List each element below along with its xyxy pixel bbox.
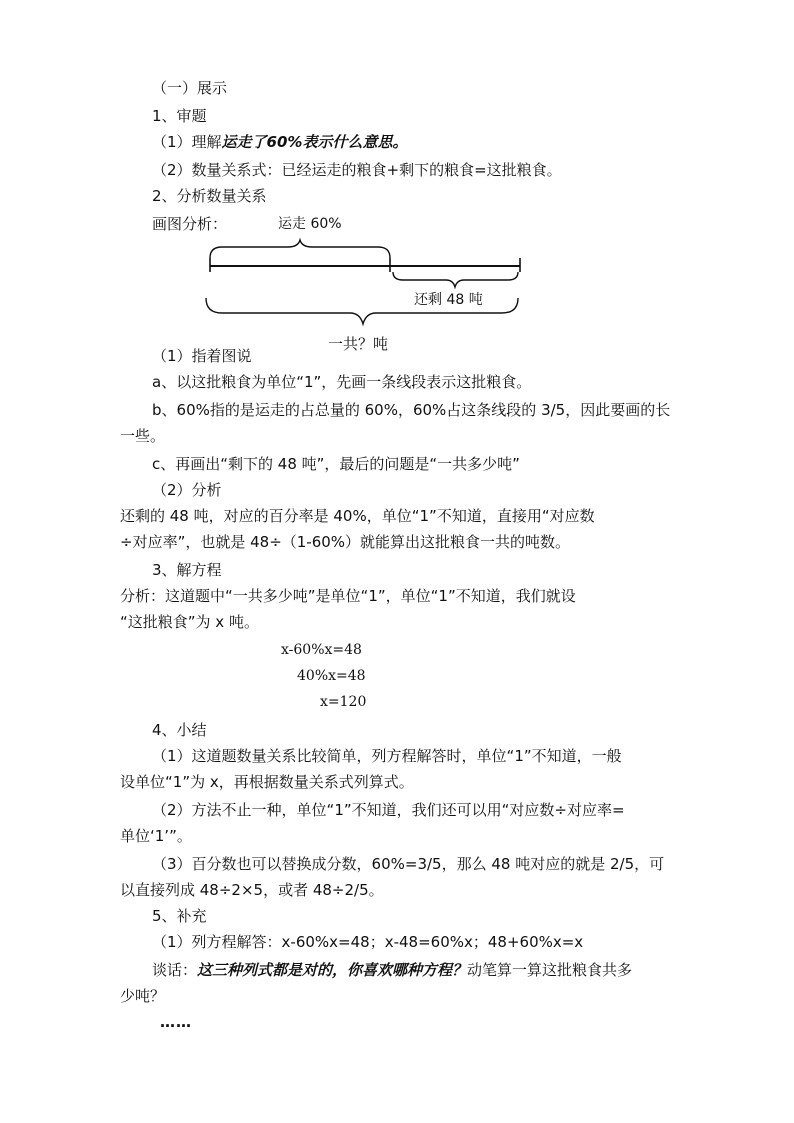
understand-prefix: （1）理解 [152, 133, 222, 151]
equation-analysis-line1: 分析：这道题中“一共多少吨”是单位“1”，单位“1”不知道，我们就设 [120, 587, 576, 605]
diagram-top-label: 运走 60% [278, 216, 342, 232]
summary-3-line2: 以直接列成 48÷2×5，或者 48÷2/5。 [120, 881, 384, 899]
section-title: （一）展示 [152, 79, 228, 97]
talk-emphasis: 这三种列式都是对的，你喜欢哪种方程？ [197, 961, 468, 979]
draw-analysis-label: 画图分析： [152, 215, 228, 233]
diagram-bottom-label: 一共？吨 [328, 335, 389, 353]
talk-prefix: 谈话： [152, 961, 198, 979]
diagram-right-label: 还剩 48 吨 [414, 292, 483, 308]
point-a: a、以这批粮食为单位“1”，先画一条线段表示这批粮食。 [152, 373, 532, 391]
equation-step-2: 40%x=48 [297, 668, 366, 684]
supplement-equations: （1）列方程解答：x-60%x=48；x-48=60%x；48+60%x=x [152, 933, 584, 951]
paragraph-relation: （2）数量关系式：已经运走的粮食+剩下的粮食=这批粮食。 [152, 161, 562, 179]
equation-step-3: x=120 [320, 694, 367, 710]
equation-step-1: x-60%x=48 [281, 642, 362, 658]
summary-1-line1: （1）这道题数量关系比较简单，列方程解答时，单位“1”不知道，一般 [152, 747, 622, 765]
analysis-line1: 还剩的 48 吨，对应的百分率是 40%，单位“1”不知道，直接用“对应数 [120, 507, 595, 525]
top-brace [210, 240, 390, 258]
heading-1: 1、审题 [152, 107, 207, 125]
ellipsis: …… [160, 1013, 192, 1031]
right-brace [393, 272, 518, 287]
summary-2-line2: 单位‘1’”。 [120, 827, 192, 845]
talk-suffix: 动笔算一算这批粮食共多 [467, 961, 633, 979]
point-2-title: （2）分析 [152, 481, 222, 499]
point-b-line1: b、60%指的是运走的占总量的 60%，60%占这条线段的 3/5，因此要画的长 [152, 401, 671, 419]
summary-3-line1: （3）百分数也可以替换成分数，60%=3/5，那么 48 吨对应的就是 2/5，可 [152, 855, 665, 873]
summary-1-line2: 设单位“1”为 x，再根据数量关系式列算式。 [120, 773, 414, 791]
point-1-title: （1）指着图说 [152, 347, 252, 365]
heading-5: 5、补充 [152, 907, 207, 925]
understand-emphasis: 运走了60%表示什么意思。 [221, 133, 408, 151]
summary-2-line1: （2）方法不止一种，单位“1”不知道，我们还可以用“对应数÷对应率= [152, 801, 625, 819]
talk-line1 [152, 960, 632, 980]
equation-analysis-line2: “这批粮食”为 x 吨。 [120, 613, 259, 631]
analysis-line2: ÷对应率”，也就是 48÷（1-60%）就能算出这批粮食一共的吨数。 [120, 533, 571, 551]
heading-3: 3、解方程 [152, 561, 222, 579]
heading-4: 4、小结 [152, 721, 207, 739]
heading-2: 2、分析数量关系 [152, 187, 267, 205]
talk-line2: 少吨？ [120, 987, 166, 1005]
point-b-line2: 一些。 [120, 427, 166, 445]
point-c: c、再画出“剩下的 48 吨”，最后的问题是“一共多少吨” [152, 455, 520, 473]
